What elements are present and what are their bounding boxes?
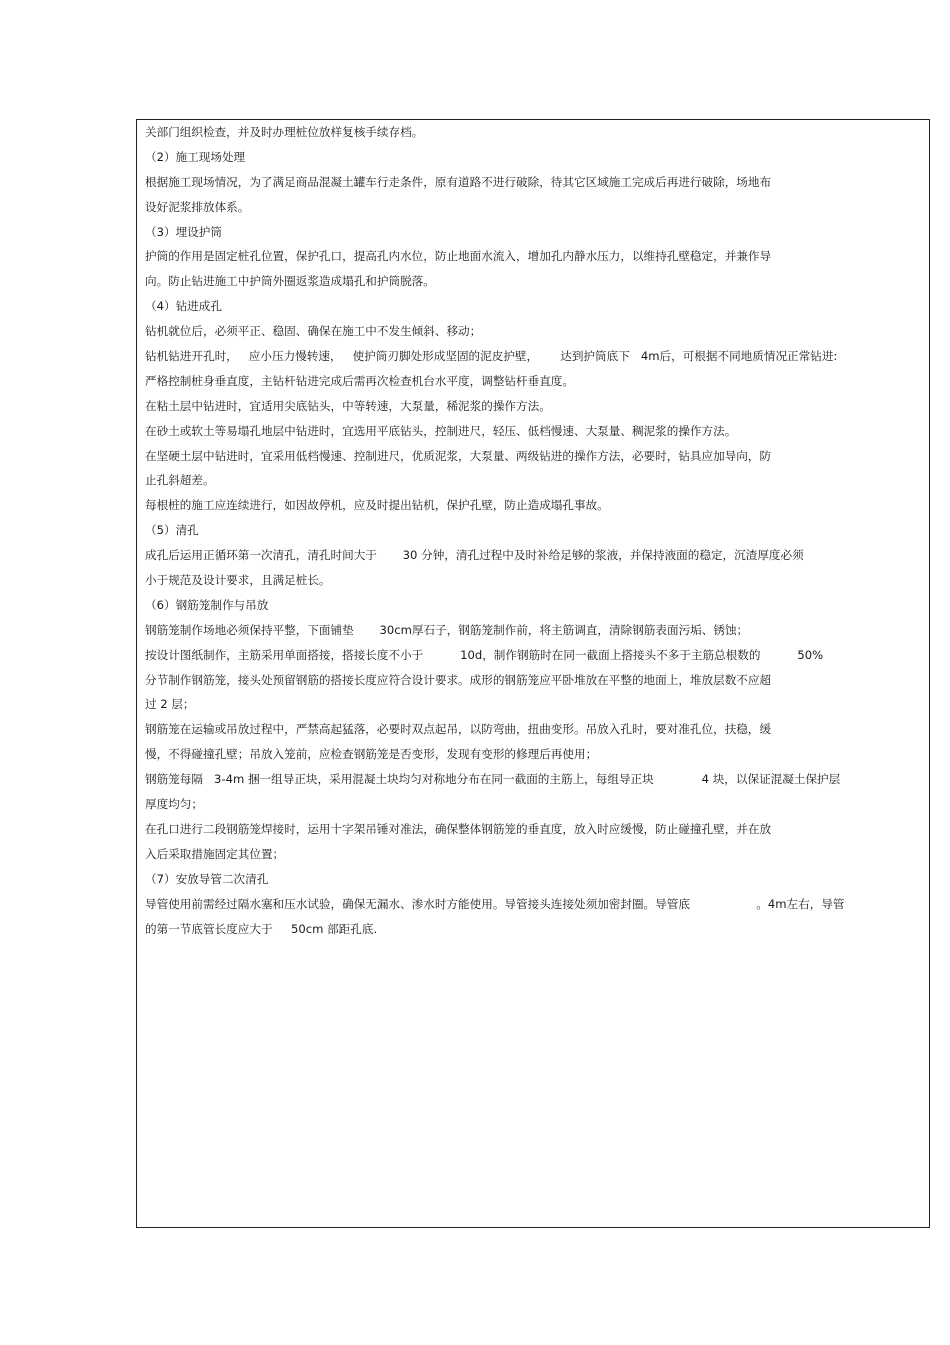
- text-line: 钻机钻进开孔时， 应小压力慢转速， 使护筒刃脚处形成坚固的泥皮护壁， 达到护筒底下 4m后，可根据不同地质情况正常钻进:: [145, 349, 838, 364]
- text-line: 在粘土层中钻进时，宜适用尖底钻头，中等转速，大泵量，稀泥浆的操作方法。: [145, 398, 551, 413]
- text-line: 的第一节底管长度应大于 50cm 部距孔底.: [145, 921, 378, 936]
- text-line: 厚度均匀；: [145, 797, 203, 812]
- text-line: 向。防止钻进施工中护筒外圈返浆造成塌孔和护筒脱落。: [145, 274, 435, 289]
- text-line: 止孔斜超差。: [145, 473, 215, 488]
- text-line: （4）钻进成孔: [145, 299, 222, 314]
- text-line: 根据施工现场情况，为了满足商品混凝土罐车行走条件，原有道路不进行破除，待其它区域施工完成后再进行破除，场地布: [145, 174, 772, 189]
- text-line: （3）埋设护筒: [145, 224, 222, 239]
- text-line: 钢筋笼每隔 3-4m 捆一组导正块，采用混凝土块均匀对称地分布在同一截面的主筋上，每组导正块 4 块，以保证混凝土保护层: [145, 772, 841, 787]
- text-line: （2）施工现场处理: [145, 149, 246, 164]
- text-line: 成孔后运用正循环第一次清孔，清孔时间大于 30 分钟，清孔过程中及时补给足够的浆液，并保持液面的稳定，沉渣厚度必须: [145, 548, 804, 563]
- text-line: 钻机就位后，必须平正、稳固、确保在施工中不发生倾斜、移动；: [145, 324, 482, 339]
- text-line: 严格控制桩身垂直度，主钻杆钻进完成后需再次检查机台水平度，调整钻杆垂直度。: [145, 373, 574, 388]
- document-frame: [136, 119, 930, 1228]
- text-line: 入后采取措施固定其位置；: [145, 846, 285, 861]
- text-line: 在坚硬土层中钻进时，宜采用低档慢速、控制进尺，优质泥浆，大泵量、两级钻进的操作方法，必要时，钻具应加导向，防: [145, 448, 772, 463]
- text-line: 钢筋笼制作场地必须保持平整，下面铺垫 30cm厚石子，钢筋笼制作前，将主筋调直，清除钢筋表面污垢、锈蚀；: [145, 622, 749, 637]
- text-line: 关部门组织检查，并及时办理桩位放样复核手续存档。: [145, 125, 424, 139]
- text-line: 钢筋笼在运输或吊放过程中，严禁高起猛落，必要时双点起吊，以防弯曲，扭曲变形。吊放入孔时，要对准孔位，扶稳，缓: [145, 722, 772, 737]
- text-line: 导管使用前需经过隔水塞和压水试验，确保无漏水、渗水时方能使用。导管接头连接处须加密封圈。导管底 。4m左右，导管: [145, 896, 845, 911]
- text-line: 设好泥浆排放体系。: [145, 199, 250, 214]
- text-line: 在孔口进行二段钢筋笼焊接时，运用十字架吊锤对准法，确保整体钢筋笼的垂直度，放入时应缓慢，防止碰撞孔壁，并在放: [145, 821, 772, 836]
- text-line: 在砂土或软土等易塌孔地层中钻进时，宜选用平底钻头，控制进尺，轻压、低档慢速、大泵量、稠泥浆的操作方法。: [145, 423, 737, 438]
- text-line: 慢，不得碰撞孔壁；吊放入笼前，应检查钢筋笼是否变形，发现有变形的修理后再使用；: [145, 747, 598, 762]
- text-line: 按设计图纸制作，主筋采用单面搭接，搭接长度不小于 10d，制作钢筋时在同一截面上搭接头不多于主筋总根数的 50%: [145, 647, 824, 662]
- text-line: 护筒的作用是固定桩孔位置，保护孔口，提高孔内水位，防止地面水流入，增加孔内静水压力，以维持孔壁稳定，并兼作导: [145, 249, 772, 264]
- text-line: （7）安放导管二次清孔: [145, 871, 269, 886]
- text-line: 小于规范及设计要求，且满足桩长。: [145, 573, 331, 588]
- text-line: 过 2 层；: [145, 697, 195, 712]
- text-line: （6）钢筋笼制作与吊放: [145, 597, 269, 612]
- text-line: 分节制作钢筋笼，接头处预留钢筋的搭接长度应符合设计要求。成形的钢筋笼应平卧堆放在平整的地面上，堆放层数不应超: [145, 672, 772, 687]
- text-line: 每根桩的施工应连续进行，如因故停机，应及时提出钻机，保护孔壁，防止造成塌孔事故。: [145, 498, 609, 513]
- document-body: [145, 120, 925, 941]
- text-line: （5）清孔: [145, 523, 199, 538]
